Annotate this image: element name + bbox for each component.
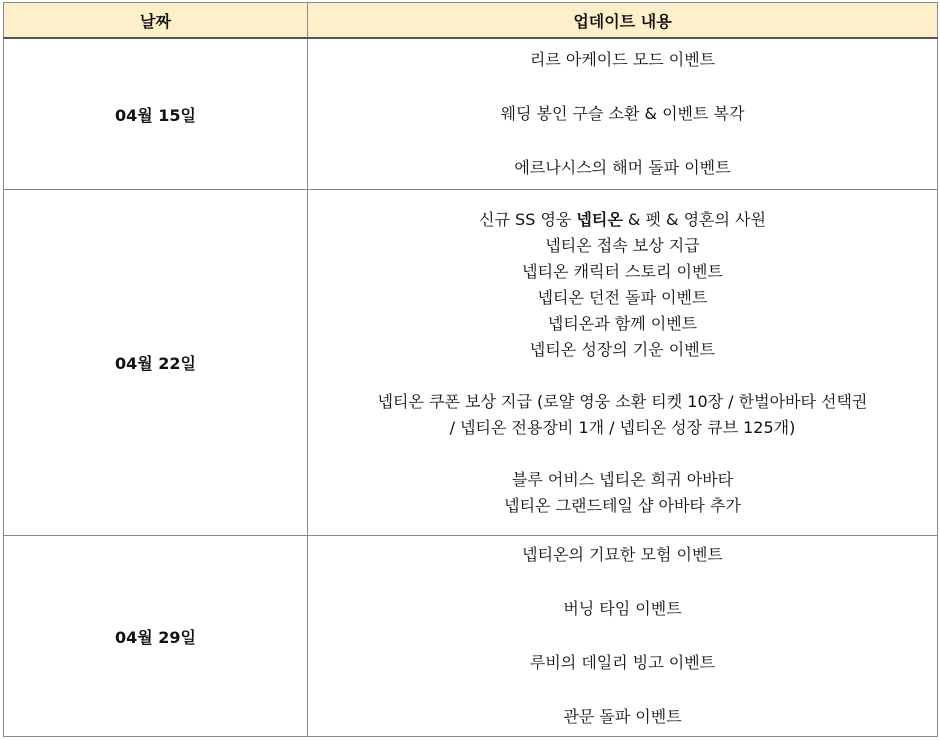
update-item: 넵티온의 기묘한 모험 이벤트 — [522, 545, 723, 564]
row-date: 04월 22일 — [4, 190, 308, 536]
update-item: 관문 돌파 이벤트 — [563, 707, 682, 726]
row-content — [308, 38, 938, 190]
date-column-header: 날짜 — [4, 3, 308, 39]
update-schedule-table — [3, 2, 938, 737]
row-content — [308, 190, 938, 536]
row-content — [308, 536, 938, 737]
update-item: 루비의 데일리 빙고 이벤트 — [529, 653, 716, 672]
update-item: 넵티온 성장의 기운 이벤트 — [529, 339, 716, 359]
update-item: 버닝 타임 이벤트 — [563, 599, 682, 618]
avatar-item: 넵티온 그랜드테일 샵 아바타 추가 — [504, 495, 741, 515]
update-item: 리르 아케이드 모드 이벤트 — [529, 50, 716, 69]
update-item: 웨딩 봉인 구슬 소환 & 이벤트 복각 — [500, 104, 745, 123]
update-item-headline — [308, 207, 937, 233]
avatar-item: 블루 어비스 넵티온 희귀 아바타 — [511, 469, 734, 489]
update-item: 넵티온 던전 돌파 이벤트 — [537, 287, 708, 307]
update-item: 넵티온 접속 보상 지급 — [545, 235, 700, 255]
content-column-header: 업데이트 내용 — [308, 3, 938, 39]
row-date: 04월 29일 — [4, 536, 308, 737]
coupon-reward-line: / 넵티온 전용장비 1개 / 넵티온 성장 큐브 125개) — [449, 417, 796, 437]
table-header-row — [4, 3, 938, 39]
update-item: 에르나시스의 해머 돌파 이벤트 — [514, 158, 731, 177]
headline-suffix: & 펫 & 영혼의 사원 — [622, 209, 766, 229]
table-row — [4, 38, 938, 190]
row-date: 04월 15일 — [4, 38, 308, 190]
headline-prefix: 신규 SS 영웅 — [479, 209, 577, 229]
table-row — [4, 190, 938, 536]
coupon-reward-line: 넵티온 쿠폰 보상 지급 (로얄 영웅 소환 티켓 10장 / 한벌아바타 선택권 — [377, 391, 868, 411]
update-item: 넵티온과 함께 이벤트 — [547, 313, 698, 333]
hero-name-highlight: 넵티온 — [576, 209, 623, 229]
table-row — [4, 536, 938, 737]
update-item: 넵티온 캐릭터 스토리 이벤트 — [522, 261, 723, 281]
